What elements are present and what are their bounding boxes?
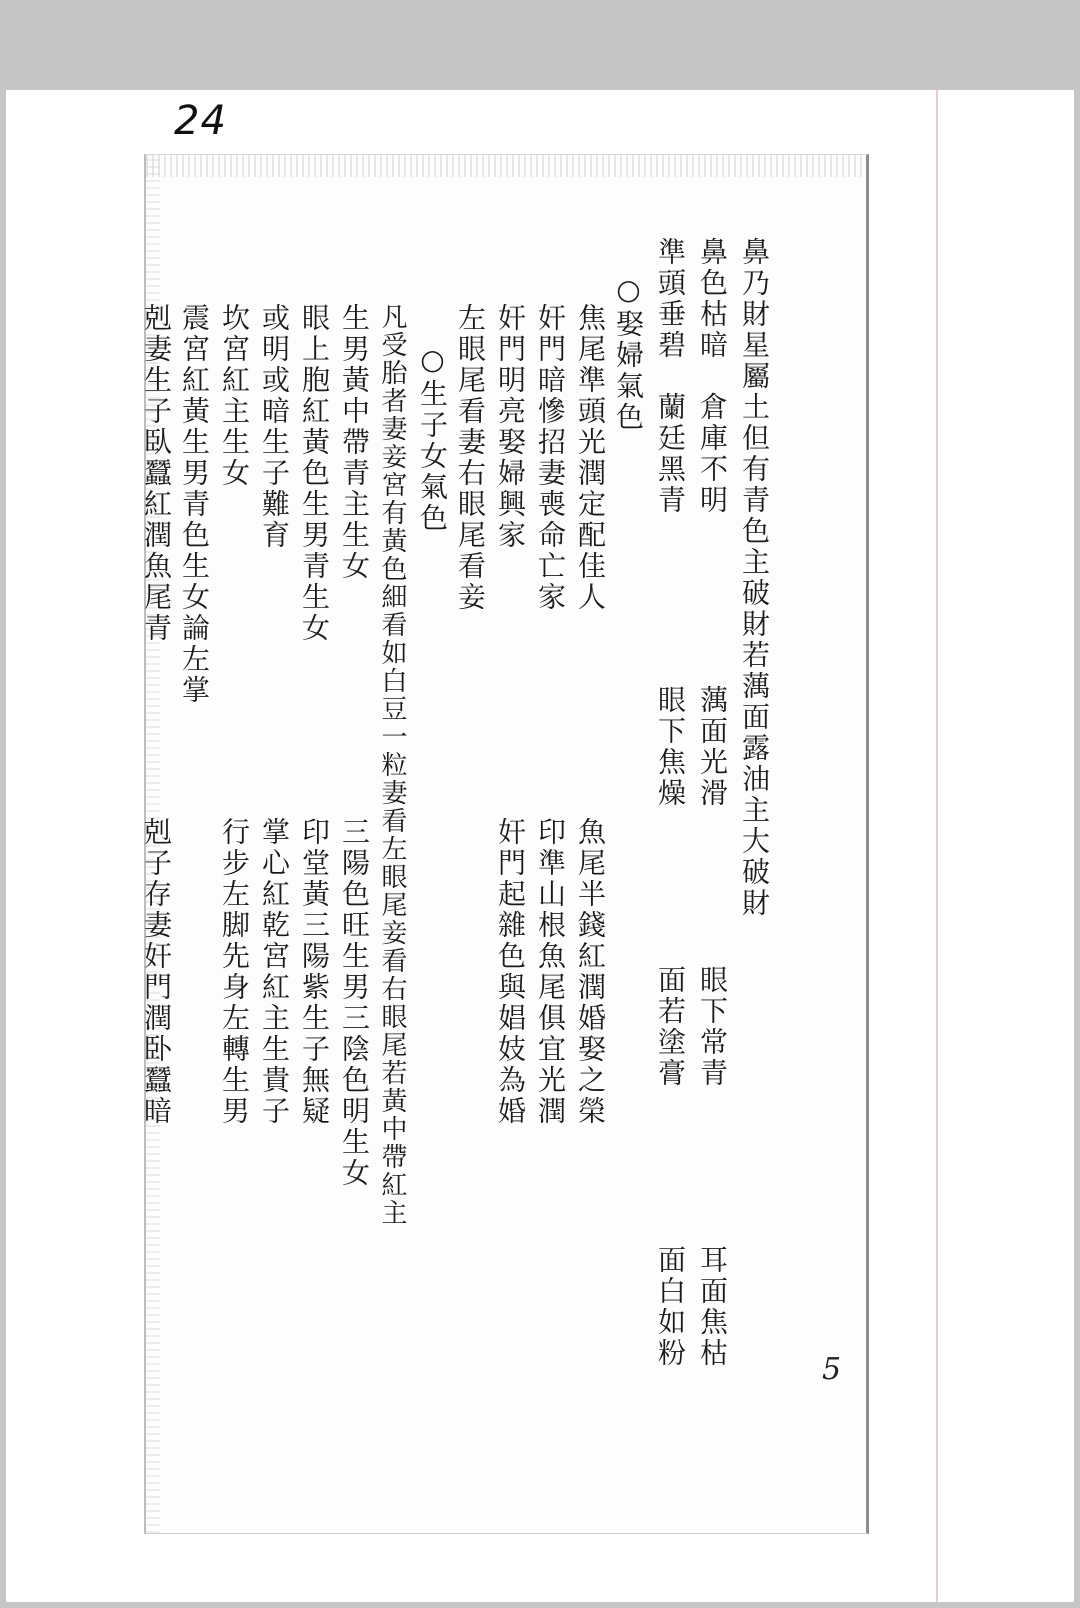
text-column-16: 奸門起雜色與娼妓為婚 <box>494 817 527 1127</box>
text-column-9: 面白如粉 <box>654 1245 687 1369</box>
text-column-21: 三陽色旺生男三陰色明生女 <box>338 817 371 1189</box>
section-heading: ○生子女氣色 <box>416 343 449 534</box>
text-frame <box>140 154 869 1534</box>
page-number: 24 <box>174 98 227 144</box>
text-column-27: 行步左脚先身左轉生男 <box>218 817 251 1127</box>
text-column-17: 左眼尾看妻右眼尾看妾 <box>454 303 487 613</box>
text-column-19: 凡受胎者妻妾宮有黃色細看如白豆一粒妻看左眼尾妾看右眼尾若黃中帶紅主 <box>377 303 407 1227</box>
text-column-11: 焦尾準頭光潤定配佳人 <box>574 303 607 613</box>
text-column-12: 魚尾半錢紅潤婚娶之榮 <box>574 817 607 1127</box>
text-column-28: 震宮紅黃生男青色生女論左掌 <box>178 303 211 706</box>
page-edge-line <box>936 90 938 1602</box>
manuscript-page <box>6 90 1074 1602</box>
text-column-6: 準頭垂碧 蘭廷黑青 <box>654 237 687 516</box>
text-column-22: 眼上胞紅黃色生男青生女 <box>298 303 331 644</box>
text-column-5: 耳面焦枯 <box>696 1245 729 1369</box>
text-column-24: 或明或暗生子難育 <box>258 303 291 551</box>
text-column-7: 眼下焦燥 <box>654 685 687 809</box>
folio-mark: 5 <box>822 1352 842 1387</box>
text-column-4: 眼下常青 <box>696 965 729 1089</box>
text-column-3: 蕅面光滑 <box>696 685 729 809</box>
frame-scan-grain <box>146 155 866 177</box>
text-column-23: 印堂黃三陽紫生子無疑 <box>298 817 331 1127</box>
text-column-14: 印準山根魚尾俱宜光潤 <box>534 817 567 1127</box>
section-heading: ○娶婦氣色 <box>612 273 645 433</box>
viewer-top-band <box>0 0 1080 90</box>
text-column-13: 奸門暗慘招妻喪命亡家 <box>534 303 567 613</box>
text-column-30: 剋子存妻奸門潤卧蠶暗 <box>140 817 173 1127</box>
text-column-25: 掌心紅乾宮紅主生貴子 <box>258 817 291 1127</box>
text-column-20: 生男黃中帶青主生女 <box>338 303 371 582</box>
text-column-2: 鼻色枯暗 倉庫不明 <box>696 237 729 516</box>
text-column-29: 剋妻生子臥蠶紅潤魚尾青 <box>140 303 173 644</box>
text-column-26: 坎宮紅主生女 <box>218 303 251 489</box>
text-column-8: 面若塗膏 <box>654 965 687 1089</box>
text-column-15: 奸門明亮娶婦興家 <box>494 303 527 551</box>
text-column-1: 鼻乃財星屬土但有青色主破財若蕅面露油主大破財 <box>738 237 771 919</box>
